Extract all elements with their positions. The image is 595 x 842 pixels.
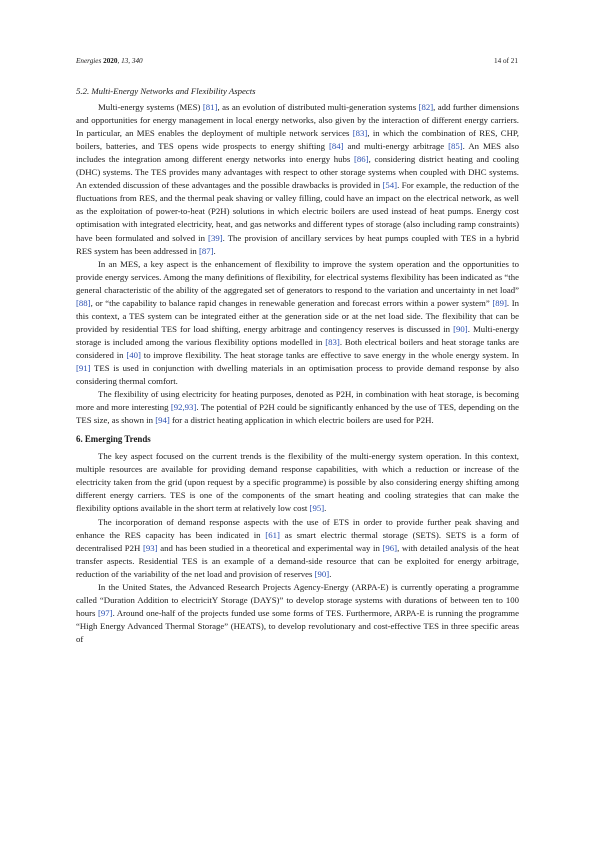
paragraph	[76, 258, 519, 388]
paragraph-text: In an MES, a key aspect is the enhancement of flexibility to improve the system operation and the opportunities to provide energy services. Among the many definitions of flexibility, for electrical systems flexibility has been indicated as “the general characteristic of the ability of the aggregated set of generators to respond to the variation and uncertainty in net load”	[76, 258, 519, 295]
paragraph-text: and has been studied in a theoretical and experimental way in	[157, 542, 383, 553]
citation-link[interactable]: [91]	[76, 362, 91, 373]
paragraph-text: .	[329, 568, 332, 579]
journal-volume: 13	[121, 57, 129, 65]
citation-link[interactable]: [89]	[492, 297, 507, 308]
paragraph	[76, 581, 519, 646]
citation-link[interactable]: [54]	[382, 180, 398, 191]
paragraph	[76, 516, 519, 581]
citation-link[interactable]: [97]	[97, 607, 113, 618]
paragraph-text: as smart electric thermal storage (SETS). SETS is a form of decentralised P2H	[76, 529, 519, 553]
paragraph-text: .	[324, 503, 327, 514]
paragraph-text: . The provision of ancillary services by heat pumps coupled with TES in a hybrid RES system has been addressed in	[76, 232, 519, 256]
paragraph-text: . Both electrical boilers and heat storage tanks are considered in	[76, 336, 520, 360]
paragraph-text: In the United States, the Advanced Research Projects Agency-Energy (ARPA-E) is currently operating a programme called “Duration Addition to electricitY Storage (DAYS)” to develop storage systems with durations of between ten to 100 hours	[76, 581, 519, 618]
paragraph-text: to improve flexibility. The heat storage tanks are effective to save energy in the whole energy system. In	[140, 349, 519, 360]
paragraph-text: . For example, the reduction of the fluctuations from RES, and the thermal peak shaving or valley filling, could have an impact on the electrical network, as well as the exploitation of power-to-heat (P2H) solutions in which electric boilers are used instead of heat pumps. Energy cost optimisation with integrated electricity, heat, and gas networks and different types of storage (also including ramp constraints) have been formulated and solved in	[76, 180, 519, 243]
paragraph-text: , considering district heating and cooling (DHC) systems. The TES provides many advantages with respect to other storage systems when coupled with DHC systems. An extended discussion of these advantages and the possible drawbacks is provided in	[76, 154, 519, 191]
paragraph-text: , with detailed analysis of the heat transfer aspects. Residential TES is an example of a demand-side resource that can be exploited for energy arbitrage, reduction of the variability of the net load and provision of reserves	[76, 542, 520, 579]
paragraph-text: .	[213, 245, 216, 256]
paragraph-text: Multi-energy systems (MES)	[98, 102, 203, 113]
paragraph-text: for a district heating application in which electric boilers are used for P2H.	[169, 415, 434, 426]
citation-link[interactable]: [96]	[382, 542, 398, 553]
citation-link[interactable]: [83]	[352, 128, 368, 139]
citation-link[interactable]: [90]	[453, 323, 468, 334]
citation-link[interactable]: [39]	[208, 232, 223, 243]
citation-link[interactable]: [81]	[202, 102, 218, 113]
paragraph-text: . Multi-energy storage is included among the various flexibility options modelled in	[76, 323, 520, 347]
citation-link[interactable]: [90]	[314, 568, 330, 579]
citation-link[interactable]: [83]	[325, 336, 340, 347]
journal-year: 2020	[103, 57, 118, 65]
article-number: 340	[131, 57, 143, 65]
paragraph-text: . Around one-half of the projects funded use some forms of TES. Furthermore, ARPA-E is running the programme “High Energy Advanced Thermal Storage” (HEATS), to develop revolutionary and cost-effective TES in three specific areas of	[76, 607, 519, 644]
paragraph-text: , add further dimensions and opportunities for energy management in local energy networks, also given by the interaction of different energy carriers. In particular, an MES enables the deployment of multiple network services	[76, 102, 519, 139]
citation-link[interactable]: [84]	[328, 141, 344, 152]
paragraph-text: TES is used in conjunction with dwelling materials in an optimisation process to provide demand response by also considering thermal comfort.	[76, 362, 519, 387]
section-6-body	[76, 450, 519, 646]
paragraph-text: . In this context, a TES system can be integrated either at the generation side or at the net load side. The flexibility that can be provided by residential TES for load shifting, energy arbitrage and contingency reserves is discussed in	[76, 297, 519, 334]
citation-link[interactable]: [94]	[155, 415, 170, 426]
citation-link[interactable]: [85]	[448, 141, 463, 152]
page-header	[76, 57, 518, 69]
paragraph-text: , or “the capability to balance rapid changes in renewable generation and forecast errors within a power system”	[90, 297, 493, 308]
citation-link[interactable]: [93]	[142, 542, 158, 553]
subsection-title: 5.2. Multi-Energy Networks and Flexibility Aspects	[76, 86, 256, 96]
paragraph-text: The incorporation of demand response aspects with the use of ETS in order to provide further peak shaving and enhance the RES capacity has been indicated in	[76, 516, 519, 540]
paragraph-text: The key aspect focused on the current trends is the flexibility of the multi-energy system operation. In this context, multiple resources are available for providing demand response capabilities, with which a reduction or increase of the electricity taken from the grid (upon request by a specific programme) is possible by also considering energy shifting among different energy carriers. TES is one of the components of the smart heating and cooling strategies that can make the flexibility options available in the short term at relatively low cost	[76, 451, 519, 514]
paragraph	[76, 450, 519, 515]
paragraph-text: The flexibility of using electricity for heating purposes, denoted as P2H, in combination with heat storage, is becoming more and more interesting	[76, 389, 519, 413]
citation-link[interactable]: [87]	[198, 245, 214, 256]
citation-link[interactable]: [86]	[354, 154, 369, 165]
paragraph-text: . An MES also includes the integration among different energy networks into energy hubs	[76, 141, 519, 165]
paragraph-text: , as an evolution of distributed multi-generation systems	[217, 102, 419, 113]
journal-name: Energies	[76, 57, 102, 65]
section-title: 6. Emerging Trends	[76, 434, 151, 445]
journal-citation: Energies 2020, 13, 340	[76, 57, 143, 65]
citation-link[interactable]: [95]	[309, 503, 325, 514]
paragraph	[76, 388, 519, 427]
section-5-2-body	[76, 101, 519, 427]
paragraph-text: . The potential of P2H could be significantly enhanced by the use of TES, depending on the TES size, as shown in	[76, 402, 519, 426]
citation-link[interactable]: [92,93]	[170, 402, 197, 413]
page-body	[76, 85, 519, 646]
citation-link[interactable]: [88]	[76, 297, 91, 308]
paragraph	[76, 101, 519, 258]
paragraph-text: and multi-energy arbitrage	[343, 141, 449, 152]
citation-link[interactable]: [82]	[418, 102, 434, 113]
paragraph-text: , in which the combination of RES, CHP, boilers, batteries, and TES opens wide prospects to energy shifting	[76, 128, 519, 152]
page-number: 14 of 21	[494, 57, 518, 65]
citation-link[interactable]: [61]	[265, 529, 280, 540]
citation-link[interactable]: [40]	[126, 349, 141, 360]
